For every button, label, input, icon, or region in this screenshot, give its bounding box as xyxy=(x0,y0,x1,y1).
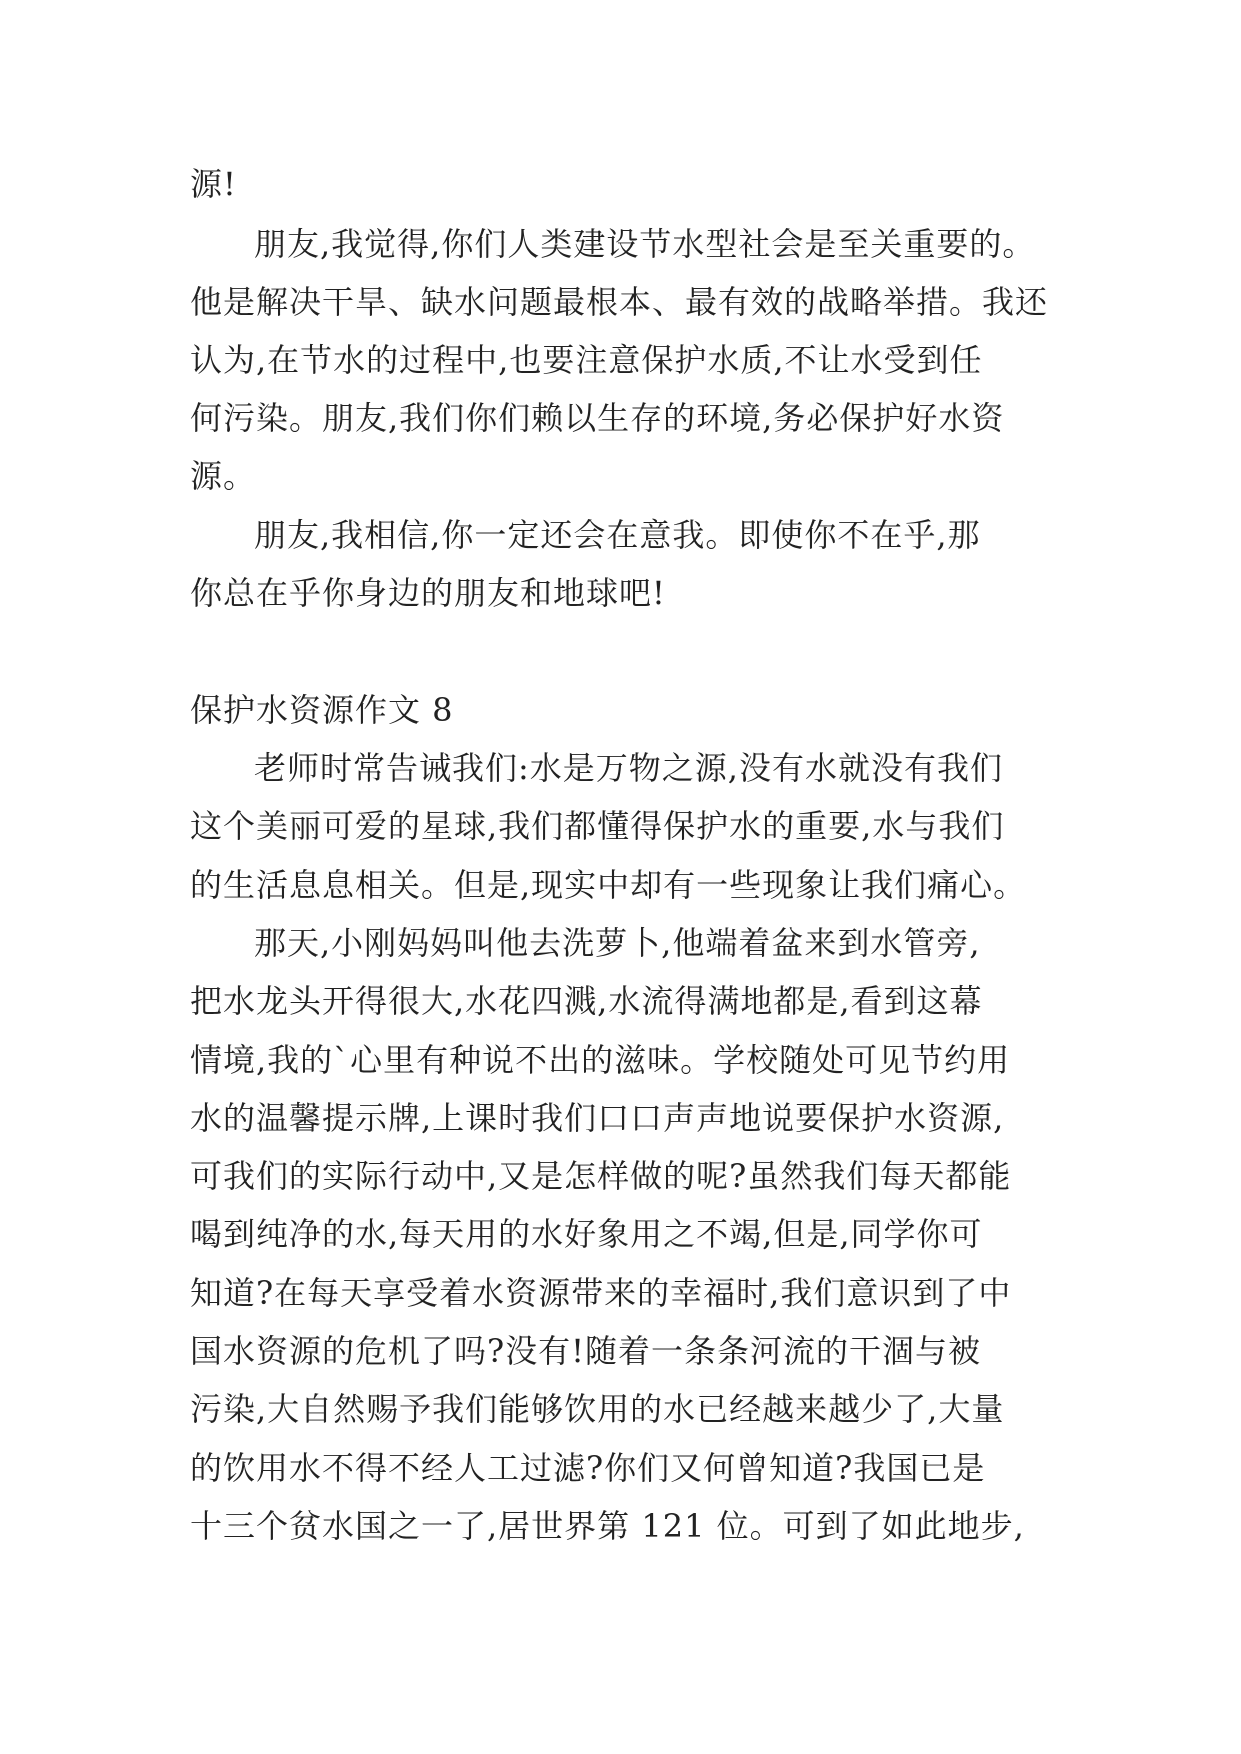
text-line: 污染,大自然赐予我们能够饮用的水已经越来越少了,大量 xyxy=(190,1390,1005,1428)
section-title: 保护水资源作文 8 xyxy=(190,691,454,729)
paragraph-start-line: 那天,小刚妈妈叫他去洗萝卜,他端着盆来到水管旁, xyxy=(254,924,981,962)
text-line: 喝到纯净的水,每天用的水好象用之不竭,但是,同学你可 xyxy=(190,1215,983,1253)
paragraph-start-line: 朋友,我相信,你一定还会在意我。即使你不在乎,那 xyxy=(254,516,981,554)
text-line: 国水资源的危机了吗?没有!随着一条条河流的干涸与被 xyxy=(190,1332,982,1370)
text-line: 情境,我的`心里有种说不出的滋味。学校随处可见节约用 xyxy=(190,1041,1011,1079)
text-line: 把水龙头开得很大,水花四溅,水流得满地都是,看到这幕 xyxy=(190,982,983,1020)
text-line: 源! xyxy=(190,165,237,203)
text-line: 十三个贫水国之一了,居世界第 121 位。可到了如此地步, xyxy=(190,1507,1025,1545)
text-line: 源。 xyxy=(190,457,257,495)
text-line: 何污染。朋友,我们你们赖以生存的环境,务必保护好水资 xyxy=(190,399,1005,437)
paragraph-start-line: 朋友,我觉得,你们人类建设节水型社会是至关重要的。 xyxy=(254,225,1036,263)
text-line: 这个美丽可爱的星球,我们都懂得保护水的重要,水与我们 xyxy=(190,807,1005,845)
text-line: 他是解决干旱、缺水问题最根本、最有效的战略举措。我还 xyxy=(190,283,1049,321)
text-line: 水的温馨提示牌,上课时我们口口声声地说要保护水资源, xyxy=(190,1099,1005,1137)
paragraph-start-line: 老师时常告诫我们:水是万物之源,没有水就没有我们 xyxy=(254,749,1003,787)
text-line: 知道?在每天享受着水资源带来的幸福时,我们意识到了中 xyxy=(190,1274,1012,1312)
text-line: 的饮用水不得不经人工过滤?你们又何曾知道?我国已是 xyxy=(190,1449,986,1487)
text-line: 认为,在节水的过程中,也要注意保护水质,不让水受到任 xyxy=(190,341,983,379)
text-line: 可我们的实际行动中,又是怎样做的呢?虽然我们每天都能 xyxy=(190,1157,1012,1195)
text-line: 的生活息息相关。但是,现实中却有一些现象让我们痛心。 xyxy=(190,866,1027,904)
text-line: 你总在乎你身边的朋友和地球吧! xyxy=(190,574,666,612)
